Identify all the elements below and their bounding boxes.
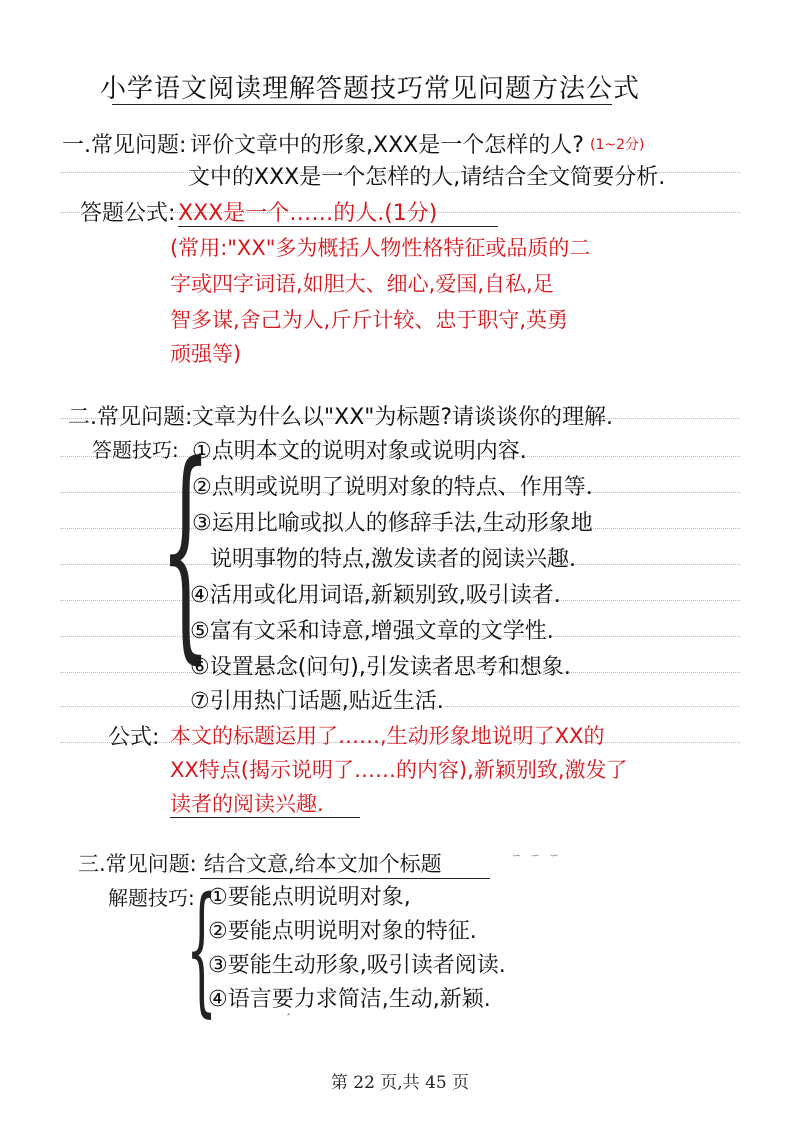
section3-label: 三.常见问题:: [78, 852, 197, 876]
page-footer: 第 22 页,共 45 页: [330, 1073, 470, 1093]
section2-tip-6: ⑥设置悬念(问句),引发读者思考和想象.: [190, 655, 571, 680]
section3-tip-3: ③要能生动形象,吸引读者阅读.: [208, 953, 506, 978]
formula-underline: [178, 226, 498, 227]
section2-tip-7: ⑦引用热门话题,贴近生活.: [190, 689, 444, 714]
section2-tips-label: 答题技巧:: [92, 438, 179, 462]
section3-question: 结合文意,给本文加个标题: [204, 852, 442, 876]
section1-points: (1~2分): [590, 137, 645, 153]
section2-tip-4: ④活用或化用词语,新颖别致,吸引读者.: [190, 583, 561, 608]
section2-tip-5: ⑤富有文采和诗意,增强文章的文学性.: [190, 619, 554, 644]
section1-note-line-2: 字或四字词语,如胆大、细心,爱国,自私,足: [170, 272, 554, 296]
section2-tip-1: ①点明本文的说明对象或说明内容.: [192, 439, 527, 464]
section2-formula-line-3: 读者的阅读兴趣.: [170, 792, 324, 816]
brace-symbol: {: [186, 868, 218, 1031]
section3-tip-1: ①要能点明说明对象,: [208, 885, 411, 910]
section2-tip-3: ③运用比喻或拟人的修辞手法,生动形象地: [192, 511, 593, 536]
section2-tip-2: ②点明或说明了说明对象的特点、作用等.: [192, 475, 593, 500]
section1-note-line-3: 智多谋,舍己为人,斤斤计较、忠于职守,英勇: [170, 308, 569, 332]
brace-symbol: {: [160, 417, 212, 684]
section1-label: 一.常见问题:: [62, 133, 187, 158]
section1-formula: XXX是一个……的人.(1分): [178, 201, 438, 226]
section3-tips-label: 解题技巧:: [108, 886, 195, 910]
section2-tip-3-cont: 说明事物的特点,激发读者的阅读兴趣.: [210, 547, 576, 572]
section2-formula-label: 公式:: [108, 725, 160, 750]
section2-formula-line-2: XX特点(揭示说明了……的内容),新颖别致,激发了: [170, 758, 628, 782]
section3-tip-2: ②要能点明说明对象的特征.: [208, 919, 477, 944]
section2-question: 文章为什么以"XX"为标题?请谈谈你的理解.: [192, 405, 614, 430]
section2-label: 二.常见问题:: [68, 405, 193, 430]
faint-stamp: ∽ ∽ ∽: [512, 849, 562, 862]
section1-question: 评价文章中的形象,XXX是一个怎样的人?: [190, 133, 584, 158]
section1-note-line-4: 顽强等): [170, 342, 242, 366]
formula-underline: [170, 817, 360, 818]
page-title: 小学语文阅读理解答题技巧常见问题方法公式: [100, 74, 641, 104]
section2-formula-line-1: 本文的标题运用了……,生动形象地说明了XX的: [170, 724, 605, 748]
section1-note-line-1: (常用:"XX"多为概括人物性格特征或品质的二: [170, 236, 591, 260]
section3-tip-4: ④语言要力求简洁,生动,新颖.: [208, 987, 491, 1012]
title-underline: [112, 104, 612, 105]
question-underline: [200, 878, 490, 879]
pen-mark: ˊ: [285, 1012, 291, 1026]
section1-question-line2: 文中的XXX是一个怎样的人,请结合全文简要分析.: [188, 165, 666, 190]
section1-formula-label: 答题公式:: [80, 201, 176, 226]
